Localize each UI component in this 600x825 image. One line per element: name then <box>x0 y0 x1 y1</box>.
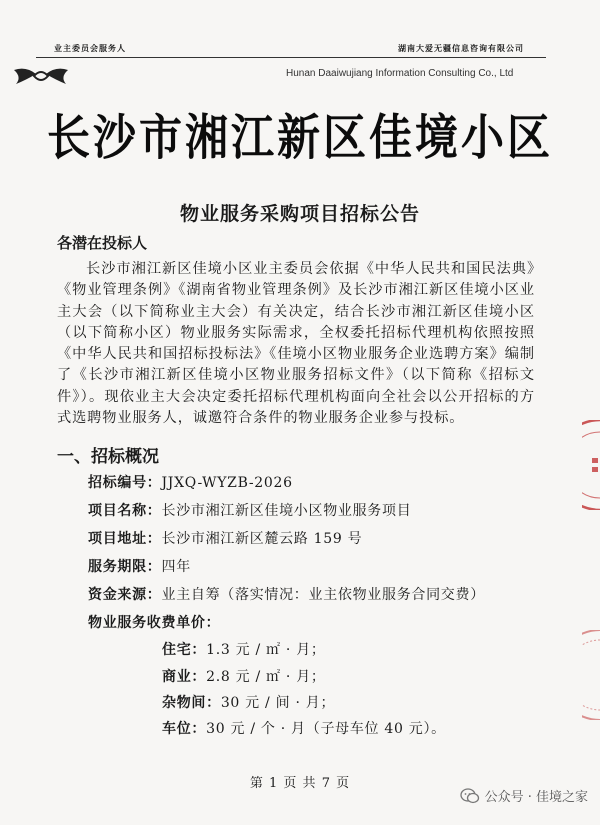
fee-value: 30 元 / 间 · 月； <box>220 695 336 711</box>
info-label: 资金来源： <box>88 587 162 603</box>
wechat-icon <box>460 788 480 804</box>
seal-stamp-icon <box>582 420 600 510</box>
info-label: 物业服务收费单价： <box>88 615 221 631</box>
info-value: 业主自筹（落实情况：业主依物业服务合同交费） <box>161 587 485 603</box>
fee-row-parking <box>162 718 446 738</box>
header-left-text: 业主委员会服务人 <box>54 43 126 53</box>
info-value: 长沙市湘江新区麓云路 159 号 <box>161 531 363 547</box>
info-label: 服务期限： <box>88 559 162 575</box>
fee-row-residential <box>162 639 326 659</box>
info-label: 项目地址： <box>88 531 162 547</box>
document-subtitle: 物业服务采购项目招标公告 <box>179 203 420 225</box>
info-label: 招标编号： <box>88 475 162 491</box>
info-row-tender-number <box>88 472 293 492</box>
salutation: 各潜在投标人 <box>57 234 148 252</box>
fee-row-storage <box>162 692 335 712</box>
seal-stamp-icon <box>582 630 600 720</box>
document-title: 长沙市湘江新区佳境小区 <box>47 110 553 167</box>
fee-section-label <box>88 612 220 632</box>
fee-label: 住宅： <box>162 642 207 658</box>
intro-paragraph: 长沙市湘江新区佳境小区业主委员会依据《中华人民共和国民法典》《物业管理条例》《湖南省物业管理条例》及长沙市湘江新区佳境小区业主大会（以下简称业主大会）有关决定，结合长沙市湘江新区佳境小区（以下简称小区）物业服务实际需求，全权委托招标代理机构依照按照《中华人民共和国招标投标法》《佳境小区物业服务企业选聘方案》编制了《长沙市湘江新区佳境小区物业服务招标文件》（以下简称《招标文件》）。现依业主大会决定委托招标代理机构面向全社会以公开招标的方式选聘物业服务人，诚邀符合条件的物业服务企业参与投标。 <box>57 261 535 427</box>
fee-value: 30 元 / 个 · 月（子母车位 40 元）。 <box>206 721 446 737</box>
fee-label: 商业： <box>162 669 207 685</box>
fee-row-commercial <box>162 666 326 686</box>
wechat-watermark <box>460 786 588 805</box>
info-label: 项目名称： <box>88 503 162 519</box>
fee-label: 车位： <box>162 721 207 737</box>
company-logo-icon <box>12 64 70 88</box>
info-row-project-address <box>88 528 362 548</box>
section-heading: 一、招标概况 <box>57 447 159 467</box>
fee-label: 杂物间： <box>162 695 221 711</box>
header-right-text: 湖南大爱无疆信息咨询有限公司 <box>398 43 524 53</box>
info-row-service-period <box>88 556 191 576</box>
info-value: 长沙市湘江新区佳境小区物业服务项目 <box>161 503 412 519</box>
info-value: 四年 <box>161 559 191 575</box>
header-divider <box>36 57 546 58</box>
company-english-name: Hunan Daaiwujiang Information Consulting Co., Ltd <box>286 68 514 79</box>
info-row-project-name <box>88 500 411 520</box>
fee-value: 1.3 元 / ㎡ · 月； <box>206 642 326 658</box>
info-row-fund-source <box>88 584 485 604</box>
fee-value: 2.8 元 / ㎡ · 月； <box>206 669 326 685</box>
page-indicator: 第 1 页 共 7 页 <box>249 776 351 791</box>
info-value: JJXQ-WYZB-2026 <box>161 475 293 491</box>
watermark-text: 公众号 · 佳境之家 <box>484 790 588 805</box>
